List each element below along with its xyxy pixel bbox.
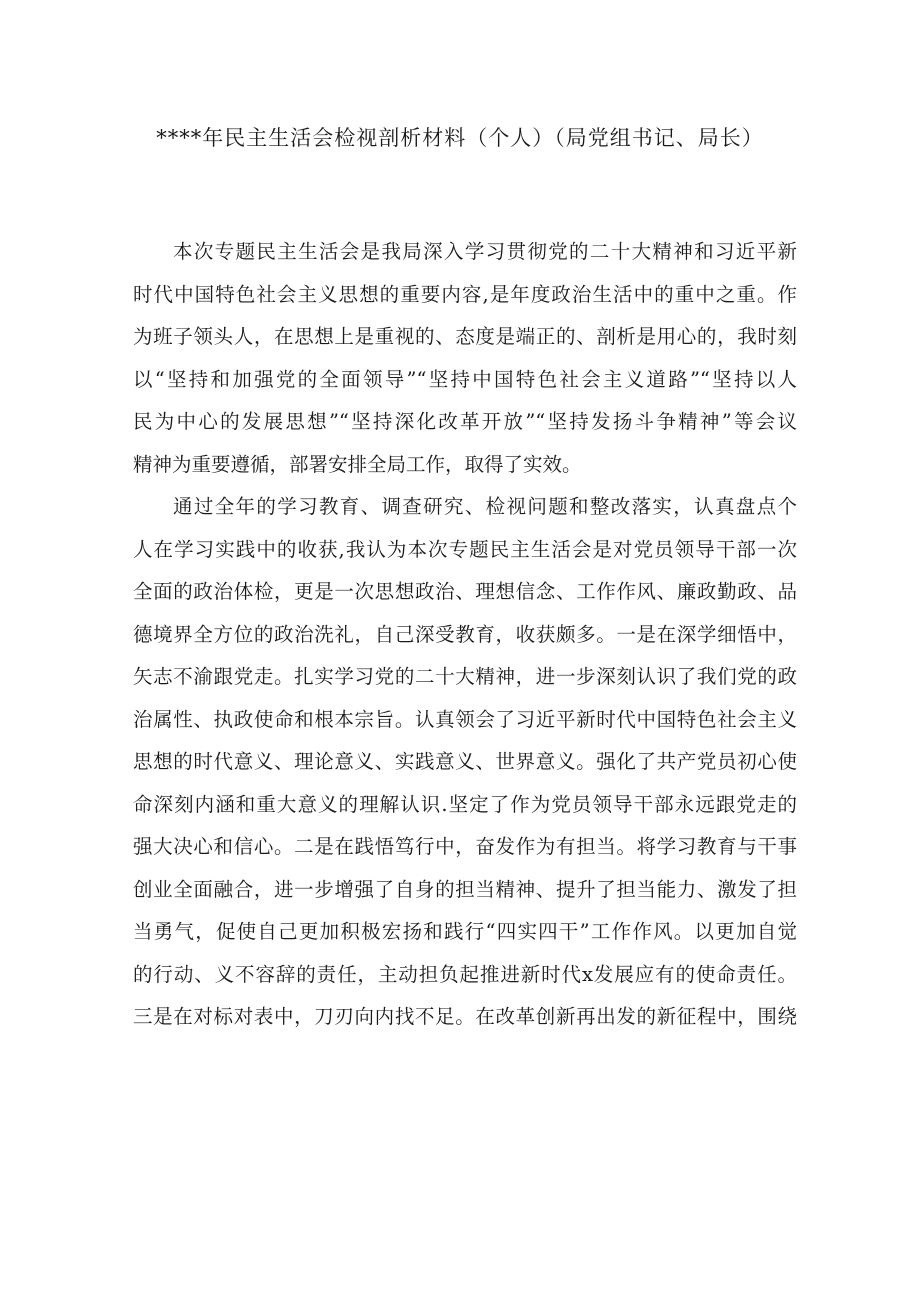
text-line: 强大决心和信心。二是在践悟笃行中，奋发作为有担当。将学习教育与干事	[133, 835, 797, 858]
text-line: 思想的时代意义、理论意义、实践意义、世界意义。强化了共产党员初心使	[133, 750, 797, 773]
text-line: 三是在对标对表中，刀刃向内找不足。在改革创新再出发的新征程中，围绕	[133, 1005, 797, 1028]
text-line: 当勇气，促使自己更加积极宏扬和践行“四实四干”工作作风。以更加自觉	[133, 920, 797, 943]
text-line: 矢志不渝跟党走。扎实学习党的二十大精神，进一步深刻认识了我们党的政	[133, 665, 797, 688]
text-line: 通过全年的学习教育、调查研究、检视问题和整改落实，认真盘点个	[173, 495, 797, 518]
text-line: 为班子领头人，在思想上是重视的、态度是端正的、剖析是用心的，我时刻	[133, 325, 797, 348]
document-body	[133, 231, 797, 1039]
text-line: 人在学习实践中的收获,我认为本次专题民主生活会是对党员领导干部一次	[133, 537, 797, 561]
paragraph-1	[133, 231, 797, 486]
paragraph-2	[133, 486, 797, 1039]
text-line: 的行动、义不容辞的责任，主动担负起推进新时代x发展应有的使命责任。	[133, 962, 797, 986]
text-line: 全面的政治体检，更是一次思想政治、理想信念、工作作风、廉政勤政、品	[133, 580, 797, 603]
text-line: 精神为重要遵循，部署安排全局工作，取得了实效。	[133, 452, 582, 476]
text-line: 命深刻内涵和重大意义的理解认识.坚定了作为党员领导干部永远跟党走的	[133, 792, 797, 816]
document-title: ****年民主生活会检视剖析材料（个人）（局党组书记、局长）	[156, 126, 764, 150]
text-line: 德境界全方位的政治洗礼，自己深受教育，收获颇多。一是在深学细悟中，	[133, 622, 797, 646]
text-line: 创业全面融合，进一步增强了自身的担当精神、提升了担当能力、激发了担	[133, 877, 797, 901]
text-line: 以“坚持和加强党的全面领导”“坚持中国特色社会主义道路”“坚持以人	[133, 367, 797, 391]
text-line: 民为中心的发展思想”“坚持深化改革开放”“坚持发扬斗争精神”等会议	[133, 410, 797, 433]
text-line: 治属性、执政使命和根本宗旨。认真领会了习近平新时代中国特色社会主义	[133, 707, 797, 731]
text-line: 时代中国特色社会主义思想的重要内容,是年度政治生活中的重中之重。作	[133, 282, 797, 306]
text-line: 本次专题民主生活会是我局深入学习贯彻党的二十大精神和习近平新	[173, 240, 797, 263]
